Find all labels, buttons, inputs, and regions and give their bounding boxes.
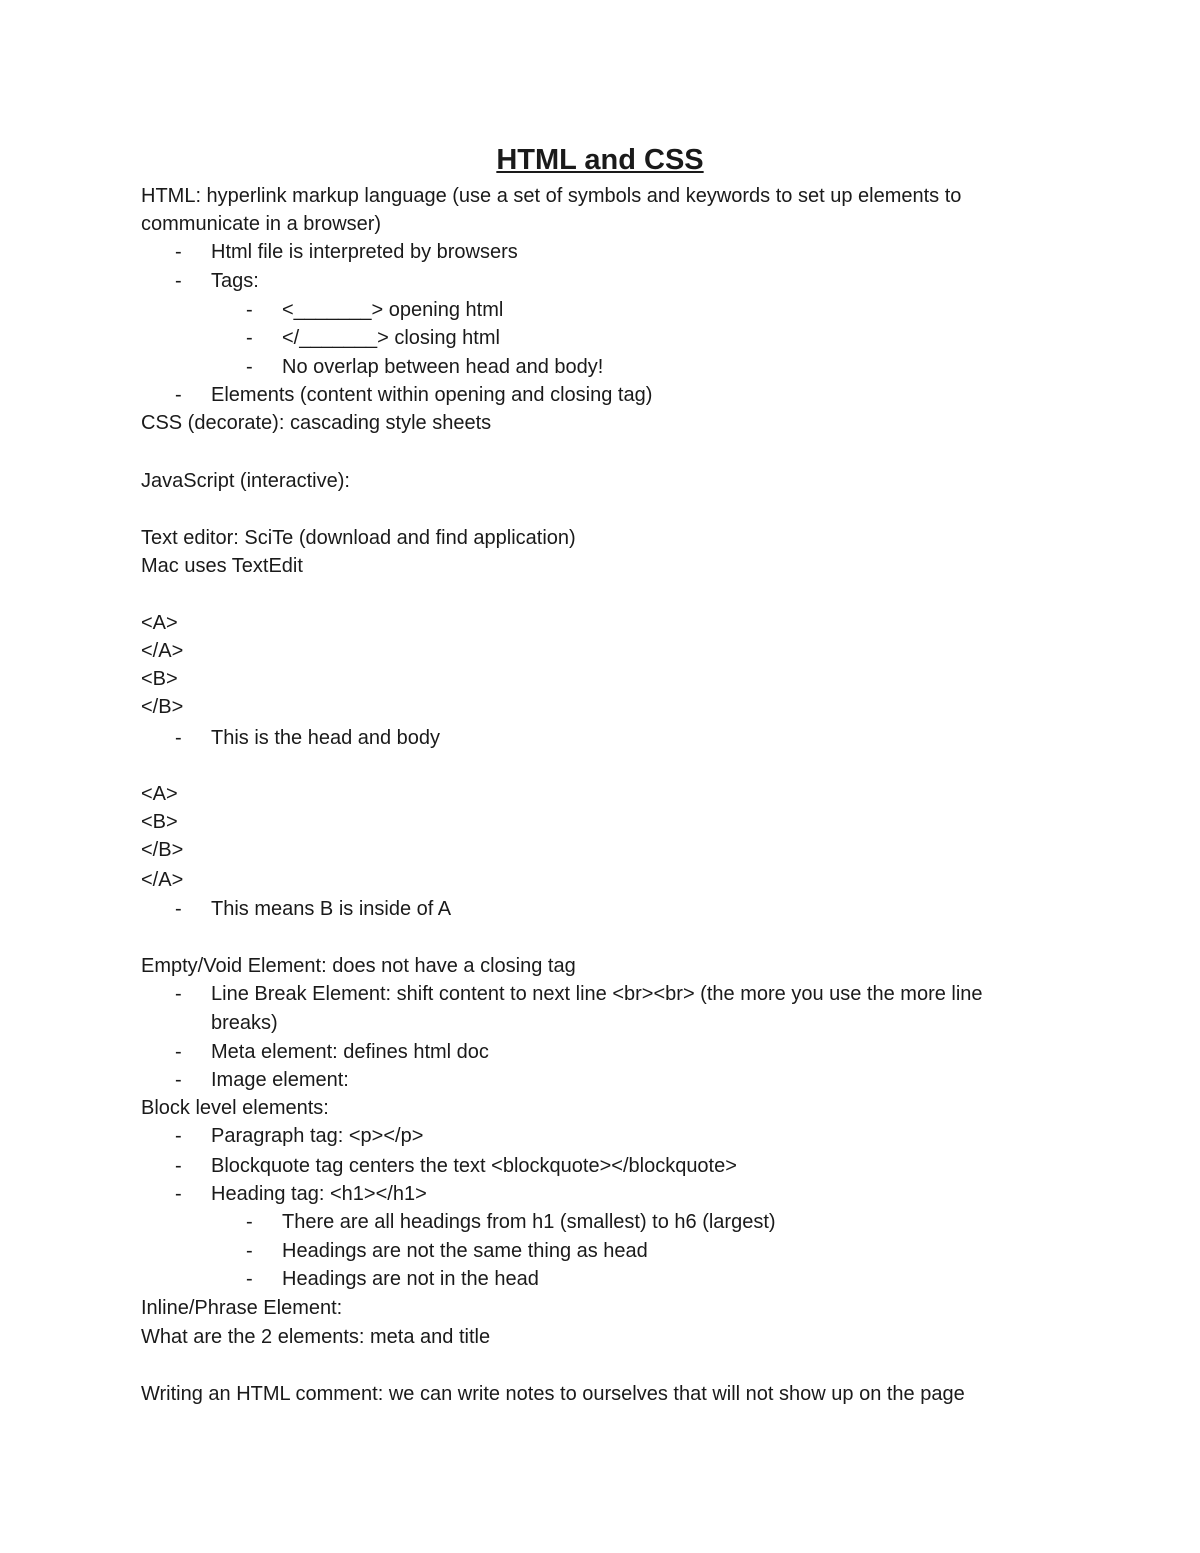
list-item-tags: Tags: <box>211 270 259 292</box>
mac-line: Mac uses TextEdit <box>141 555 303 577</box>
code-line: </A> <box>141 869 184 891</box>
empty-void-heading: Empty/Void Element: does not have a closing tag <box>141 955 576 977</box>
bullet-dash: - <box>246 1211 253 1233</box>
list-item-headings-not-head: Headings are not the same thing as head <box>282 1240 648 1262</box>
bullet-dash: - <box>246 299 253 321</box>
bullet-dash: - <box>246 327 253 349</box>
code-line: <A> <box>141 783 178 805</box>
code-line: <B> <box>141 668 178 690</box>
bullet-dash: - <box>246 1268 253 1290</box>
text-editor-line: Text editor: SciTe (download and find application) <box>141 527 576 549</box>
list-item-image-element: Image element: <box>211 1069 349 1091</box>
list-item-headings-not-in-head: Headings are not in the head <box>282 1268 539 1290</box>
list-item-html-file: Html file is interpreted by browsers <box>211 241 518 263</box>
document-title: HTML and CSS <box>496 144 704 176</box>
bullet-dash: - <box>175 1183 182 1205</box>
list-item-no-overlap: No overlap between head and body! <box>282 356 604 378</box>
code-line: </A> <box>141 640 184 662</box>
code-line: <A> <box>141 612 178 634</box>
html-comment-line: Writing an HTML comment: we can write notes to ourselves that will not show up on the page <box>141 1383 965 1405</box>
list-item-head-and-body: This is the head and body <box>211 727 441 749</box>
bullet-dash: - <box>175 241 182 263</box>
bullet-dash: - <box>175 1155 182 1177</box>
list-item-elements: Elements (content within opening and closing tag) <box>211 384 653 406</box>
list-item-headings-range: There are all headings from h1 (smallest) to h6 (largest) <box>282 1211 776 1233</box>
bullet-dash: - <box>175 1041 182 1063</box>
list-item-opening: <_______> opening html <box>282 299 504 321</box>
code-line: </B> <box>141 696 184 718</box>
javascript-definition: JavaScript (interactive): <box>141 470 350 492</box>
list-item-closing: </_______> closing html <box>282 327 500 349</box>
list-item-meta-element: Meta element: defines html doc <box>211 1041 489 1063</box>
html-definition-line-1: HTML: hyperlink markup language (use a set of symbols and keywords to set up elements to <box>141 185 962 207</box>
list-item-b-inside-a: This means B is inside of A <box>211 898 452 920</box>
bullet-dash: - <box>175 384 182 406</box>
block-level-heading: Block level elements: <box>141 1097 329 1119</box>
list-item-line-break-2: breaks) <box>211 1012 278 1034</box>
bullet-dash: - <box>175 1069 182 1091</box>
css-definition: CSS (decorate): cascading style sheets <box>141 412 492 434</box>
list-item-blockquote-tag: Blockquote tag centers the text <blockquote></blockquote> <box>211 1155 737 1177</box>
list-item-paragraph-tag: Paragraph tag: <p></p> <box>211 1125 424 1147</box>
two-elements-line: What are the 2 elements: meta and title <box>141 1326 491 1348</box>
bullet-dash: - <box>175 270 182 292</box>
code-line: <B> <box>141 811 178 833</box>
list-item-heading-tag: Heading tag: <h1></h1> <box>211 1183 427 1205</box>
bullet-dash: - <box>175 898 182 920</box>
bullet-dash: - <box>175 983 182 1005</box>
list-item-line-break-1: Line Break Element: shift content to next line <br><br> (the more you use the more line <box>211 983 983 1005</box>
bullet-dash: - <box>175 727 182 749</box>
code-line: </B> <box>141 839 184 861</box>
bullet-dash: - <box>175 1125 182 1147</box>
inline-phrase-heading: Inline/Phrase Element: <box>141 1297 343 1319</box>
bullet-dash: - <box>246 1240 253 1262</box>
bullet-dash: - <box>246 356 253 378</box>
html-definition-line-2: communicate in a browser) <box>141 213 382 235</box>
